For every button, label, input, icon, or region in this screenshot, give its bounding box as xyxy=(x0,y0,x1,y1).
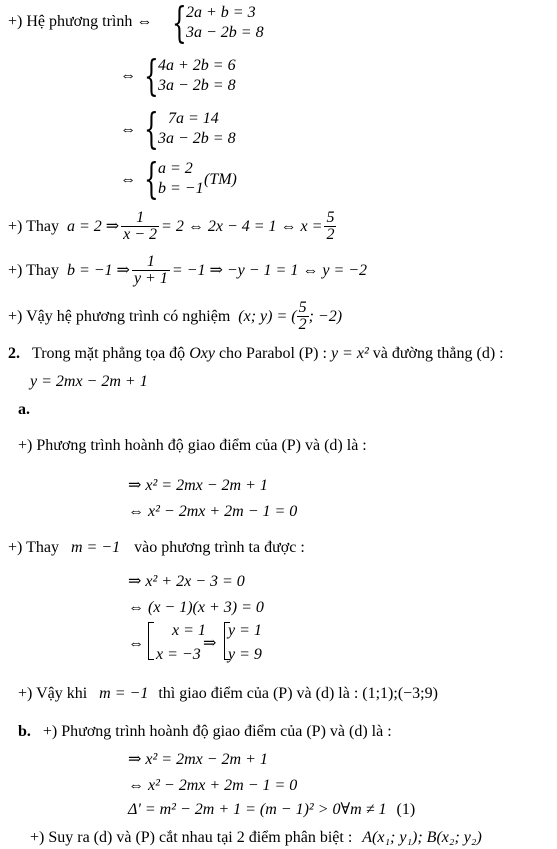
thay-suffix: vào phương trình ta được : xyxy=(134,539,305,556)
thay-prefix: +) Thay xyxy=(8,261,59,279)
a-thay-line xyxy=(8,540,305,556)
a-eq2: ⇔ x² − 2mx + 2m − 1 = 0 xyxy=(128,503,298,520)
bracket-row: x = 1 xyxy=(172,622,206,639)
a-line1: +) Phương trình hoành độ giao điểm của (P) và (d) là : xyxy=(18,437,367,454)
system-row: b = −1 xyxy=(158,180,204,197)
a-eq3: ⇒ x² + 2x − 3 = 0 xyxy=(128,573,245,590)
fraction: $\frac{1}{y + 1}$ xyxy=(133,253,168,287)
fraction: $\frac{5}{2}$ xyxy=(326,209,335,243)
system-row: 7a = 14 xyxy=(168,110,219,127)
b-eq1: ⇒ x² = 2mx − 2m + 1 xyxy=(128,751,268,768)
system-row: 3a − 2b = 8 xyxy=(158,130,236,147)
m-value: m = −1 xyxy=(70,539,121,556)
math-expr: ; −2) xyxy=(308,307,343,325)
b-eq3: Δ' = m² − 2m + 1 = (m − 1)² > 0∀m ≠ 1 xyxy=(128,801,387,818)
vay-prefix: +) Vậy khi xyxy=(18,685,88,702)
vay-line xyxy=(8,300,342,333)
system-row: 3a − 2b = 8 xyxy=(186,24,264,41)
part-a-label: a. xyxy=(18,401,30,418)
a-eq1: ⇒ x² = 2mx − 2m + 1 xyxy=(128,477,268,494)
math-expr: (x; y) = ( xyxy=(238,307,297,325)
fraction: $\frac{1}{x - 2}$ xyxy=(123,209,158,243)
hpt-line xyxy=(8,14,152,30)
equiv-arrow: ⇔ xyxy=(128,635,144,652)
fraction: $\frac{5}{2}$ xyxy=(298,299,307,333)
thay-prefix: +) Thay xyxy=(8,539,59,556)
b-suy: +) Suy ra (d) và (P) cắt nhau tại 2 điểm phân biệt : xyxy=(30,829,353,846)
equiv-arrow: ⇔ xyxy=(120,121,136,138)
thay-b-line xyxy=(8,254,367,287)
equiv-arrow: ⇔ xyxy=(136,13,153,30)
m-value: m = −1 xyxy=(99,685,149,702)
implies-arrow: ⇒ xyxy=(203,635,217,652)
a-vay-line xyxy=(18,686,438,702)
system-row: 3a − 2b = 8 xyxy=(158,77,236,94)
equiv-arrow: ⇔ xyxy=(120,67,136,84)
oxy-label: Oxy xyxy=(189,345,215,362)
intro-text: và đường thẳng (d) : xyxy=(372,345,504,362)
vay-rest: thì giao điểm của (P) và (d) là : (1;1);(−3;9) xyxy=(158,685,438,702)
b-eq2: ⇔ x² − 2mx + 2m − 1 = 0 xyxy=(128,777,298,794)
b-points: A(x₁; y₁); B(x₂; y₂) xyxy=(362,829,482,846)
thay-a-line xyxy=(8,210,338,243)
b-suy-line xyxy=(30,830,482,846)
intro-text: cho Parabol (P) : xyxy=(218,345,327,362)
equiv-arrow: ⇔ xyxy=(120,171,136,188)
math-expr: b = −1 ⇒ xyxy=(66,261,130,279)
bracket-row: y = 9 xyxy=(228,646,262,663)
line-d-eq: y = 2mx − 2m + 1 xyxy=(30,373,148,390)
b-eq3-row xyxy=(128,802,415,818)
math-expr: = 2 ⇔ 2x − 4 = 1 ⇔ x = xyxy=(161,217,323,235)
system-row: a = 2 xyxy=(158,160,193,177)
problem-2-line xyxy=(8,346,504,362)
tm-note: (TM) xyxy=(204,171,237,188)
problem-number: 2. xyxy=(8,345,20,362)
part-b-label: b. xyxy=(18,723,31,740)
math-expr: = −1 ⇒ −y − 1 = 1 ⇔ y = −2 xyxy=(171,261,368,279)
parabola-eq: y = x² xyxy=(330,345,369,362)
thay-prefix: +) Thay xyxy=(8,217,59,235)
intro-text: Trong mặt phẳng tọa độ xyxy=(32,345,186,362)
b-line1-row xyxy=(18,724,392,740)
a-eq4: ⇔ (x − 1)(x + 3) = 0 xyxy=(128,599,264,616)
math-expr: a = 2 ⇒ xyxy=(66,217,120,235)
b-line1: +) Phương trình hoành độ giao điểm của (P) và (d) là : xyxy=(42,723,392,740)
eq-tag: (1) xyxy=(396,801,416,818)
bracket-row: x = −3 xyxy=(156,646,201,663)
system-row: 4a + 2b = 6 xyxy=(158,57,236,74)
bracket-row: y = 1 xyxy=(228,622,262,639)
system-row: 2a + b = 3 xyxy=(186,4,256,21)
hpt-prefix: +) Hệ phương trình xyxy=(8,13,133,30)
vay-prefix: +) Vậy hệ phương trình có nghiệm xyxy=(8,307,231,325)
